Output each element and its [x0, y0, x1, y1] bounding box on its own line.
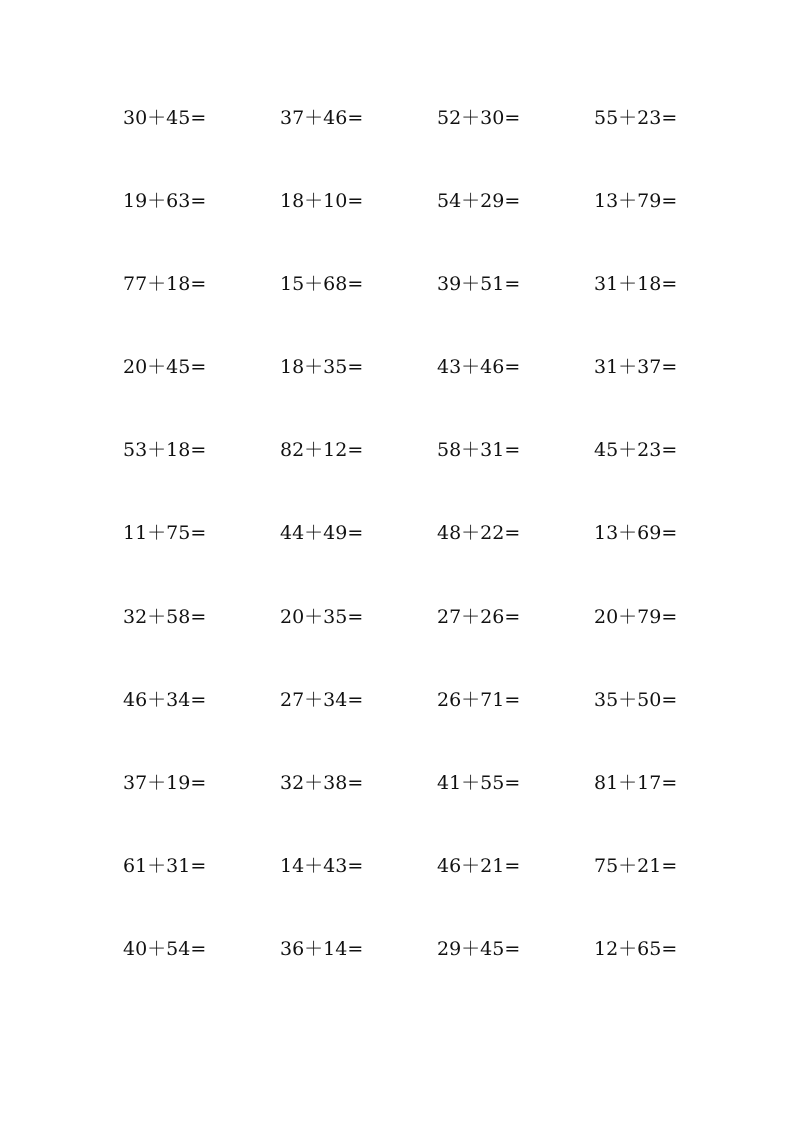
- addition-problem: 46＋21=: [437, 855, 521, 877]
- problem-row: [0, 763, 794, 803]
- addition-problem: 19＋63=: [123, 190, 207, 212]
- addition-problem: 32＋58=: [123, 606, 207, 628]
- addition-problem: 29＋45=: [437, 938, 521, 960]
- addition-problem: 30＋45=: [123, 107, 207, 129]
- addition-problem: 26＋71=: [437, 689, 521, 711]
- addition-problem: 27＋34=: [280, 689, 364, 711]
- addition-problem: 44＋49=: [280, 522, 364, 544]
- problem-row: [0, 513, 794, 553]
- problem-row: [0, 347, 794, 387]
- addition-problem: 52＋30=: [437, 107, 521, 129]
- addition-problem: 13＋69=: [594, 522, 678, 544]
- problem-row: [0, 430, 794, 470]
- addition-problem: 40＋54=: [123, 938, 207, 960]
- addition-problem: 43＋46=: [437, 356, 521, 378]
- addition-problem: 55＋23=: [594, 107, 678, 129]
- addition-problem: 18＋10=: [280, 190, 364, 212]
- addition-problem: 48＋22=: [437, 522, 521, 544]
- addition-problem: 41＋55=: [437, 772, 521, 794]
- problem-row: [0, 181, 794, 221]
- addition-problem: 81＋17=: [594, 772, 678, 794]
- addition-problem: 20＋45=: [123, 356, 207, 378]
- addition-problem: 14＋43=: [280, 855, 364, 877]
- addition-problem: 32＋38=: [280, 772, 364, 794]
- problem-row: [0, 597, 794, 637]
- addition-problem: 20＋35=: [280, 606, 364, 628]
- addition-problem: 31＋18=: [594, 273, 678, 295]
- addition-problem: 77＋18=: [123, 273, 207, 295]
- addition-problem: 37＋46=: [280, 107, 364, 129]
- addition-problem: 61＋31=: [123, 855, 207, 877]
- problem-row: [0, 264, 794, 304]
- addition-problem: 12＋65=: [594, 938, 678, 960]
- addition-problem: 36＋14=: [280, 938, 364, 960]
- addition-problem: 31＋37=: [594, 356, 678, 378]
- addition-problem: 54＋29=: [437, 190, 521, 212]
- addition-problem: 20＋79=: [594, 606, 678, 628]
- addition-problem: 11＋75=: [123, 522, 207, 544]
- addition-problem: 58＋31=: [437, 439, 521, 461]
- problem-row: [0, 98, 794, 138]
- problem-row: [0, 680, 794, 720]
- addition-problem: 46＋34=: [123, 689, 207, 711]
- addition-problem: 75＋21=: [594, 855, 678, 877]
- addition-problem: 37＋19=: [123, 772, 207, 794]
- problem-row: [0, 929, 794, 969]
- addition-problem: 39＋51=: [437, 273, 521, 295]
- problem-row: [0, 846, 794, 886]
- addition-problem: 82＋12=: [280, 439, 364, 461]
- addition-problem: 27＋26=: [437, 606, 521, 628]
- addition-problem: 45＋23=: [594, 439, 678, 461]
- addition-problem: 53＋18=: [123, 439, 207, 461]
- addition-problem: 35＋50=: [594, 689, 678, 711]
- addition-problem: 13＋79=: [594, 190, 678, 212]
- addition-problem: 15＋68=: [280, 273, 364, 295]
- addition-problem: 18＋35=: [280, 356, 364, 378]
